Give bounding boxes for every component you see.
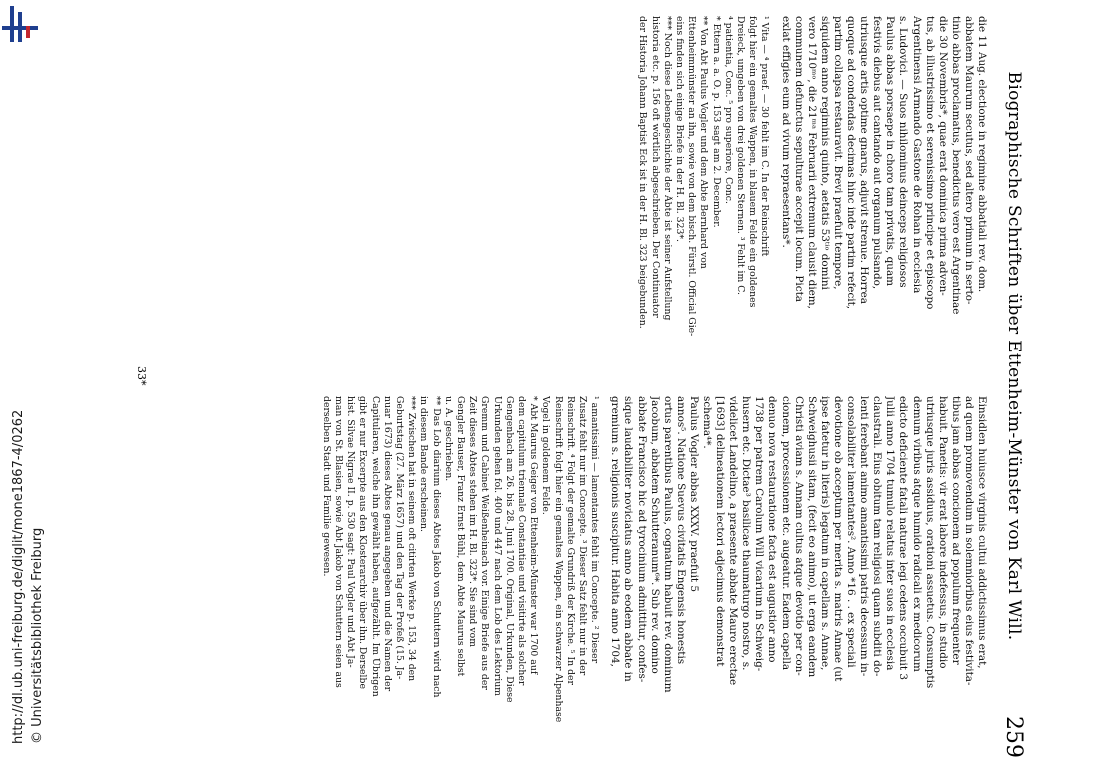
text-line: videlicet Landelino, a praesente abbate Mauro erectae <box>727 396 740 686</box>
footnote-line: dem capitulum triennale Constantiae und visitirte als solcher <box>516 396 528 686</box>
text-line: ipse fatetur in literis) legatum in capellam s. Annae, <box>818 396 831 671</box>
text-line: habuit. Panetis: vir erat labore indefessus, in studio <box>936 396 949 669</box>
footnote-line: * Abt Maurus Geiger von Ettenheim-Münster war 1700 auf <box>528 396 540 675</box>
text-line: gremium s. religionis suscipitur. Habita anno 1704, <box>609 396 622 667</box>
footnote-line: Urkunden gehen fol. 400 und 447 nach dem Lob des Lektorium <box>491 396 503 696</box>
footnote-line: ** Von Abt Paulus Vogler und dem Abte Bernhard von <box>698 16 710 269</box>
text-line: Paulus Vogler abbas XXXV. praefuit 5 <box>687 396 700 592</box>
text-line: cionem, processionem etc. augeatur. Eadem capella <box>779 396 792 671</box>
text-line: Argentinensi Armando Gastone de Rohan in ecclesia <box>910 16 923 294</box>
footnote-line: *** Zwischen hat in seinem oft citirten Werke p. 153, 34 den <box>406 396 418 682</box>
document-url[interactable]: http://dl.ub.uni-freiburg.de/diglit/mone1867-4/0262 <box>11 409 26 744</box>
text-line: exlat effigies eum ad vivum repraesentans*. <box>779 16 792 248</box>
footnote-line: Reinschrift. ⁴ Folgt der gemalte Grundriß der Kirche. ⁵ In der <box>564 396 576 685</box>
footnote-line: ⁴ patientia, Conc. ⁵ pro superiore, Conc. <box>722 16 734 204</box>
text-line: quoque ad condendas decimas hinc inde partim refecit, <box>845 16 858 310</box>
text-line: die 11 Aug. electione in regimine abbatiali rev. dom. <box>976 16 988 293</box>
text-line: claustrali. Eius obitum tam religiosi quam subditi do- <box>871 396 884 677</box>
footnote-line: Gengler Bauser, Franz Ernst Bühl, dem Abte Maurus selbst <box>455 396 467 677</box>
text-line: partim collapsa restauravit. Brevi praefuit tempore, <box>831 16 844 290</box>
text-line: Einsidlen huiusce virginis cultui addictissimus erat, <box>976 396 988 669</box>
text-line: communem defunctus sepulturae accepit locum. Picta <box>792 16 805 302</box>
footnote-line: nuar 1673) dieses Abtes genau angegeben und die Namen der <box>381 396 393 692</box>
footnote-line: ¹ Vita — ⁴ praef. — 30 fehlt im C. In der Reinschrift <box>759 16 771 257</box>
text-line: tinio abbas proclamatus, benedictus vero est Argentinae <box>949 16 962 315</box>
text-line: denuo nova restauratione facta est augustior anno <box>766 396 779 663</box>
footnote-line: ** Das Lob diarium dieses Abtes Jakob von Schuttern wird nach <box>430 396 442 698</box>
text-line: die 30 Novembris*, quae erat dominica prima adven- <box>936 16 949 296</box>
text-line: s. Ludovici. — Suos nihilominus deinceps religiosos <box>897 16 910 288</box>
text-line: utriusque artis optime gnarus, adjuvit strenue. Horrea <box>858 16 871 304</box>
footnote-line: * Ettern a. a. O. p. 153 sagt am 2. December. <box>710 16 722 228</box>
footnote-line: Zeit dieses Abtes stehen im H. Bl. 323*. Sie sind vom <box>467 396 479 648</box>
text-line: ad quem promovendum in solemnioribus eius festivita- <box>962 396 975 686</box>
text-line: lenti ferebant animo amantissimi patris decessum in- <box>858 396 871 677</box>
footnote-line: derselben Stadt und Familie gewesen. <box>320 396 332 577</box>
footnote-line: Vogel in goldenem Felde. <box>540 396 552 515</box>
text-line: utriusque juris assiduus, orationi assuetus. Consumptis <box>923 396 936 689</box>
text-line: demum viribus atque humido radicali ex medicorum <box>910 396 923 672</box>
rotated-page-content <box>118 6 1028 766</box>
footnote-line: Gremm und Cabinet Weißenheinach vor. Einige Briefe aus der <box>479 396 491 690</box>
footnote-line: *** Noch diese Lebensgeschichte der Äbte ist seiner Aufstellung <box>661 16 673 321</box>
text-line: tus, ab illustrissimo et serenissimo principe et episcopo <box>923 16 936 310</box>
text-line: Jacobum, abbatem Schutteranum⁶*. Sub rev. domino <box>648 396 661 674</box>
text-line: siquidem anno regiminis quinto, aetatis 53ᵗⁱᵒ domini <box>818 16 831 290</box>
footnote-line: man von St. Blasien, sowie Abt Jakob von Schuttern seien aus <box>333 396 345 688</box>
text-line: sique laudabiliter noviciatus anno ab eodem abbate in <box>622 396 635 682</box>
text-line: Christi aviam s. Annam cultus atque devotio per con- <box>792 396 805 676</box>
text-line: husern etc. Dictae³ basilicae thaumaturgo nostro, s. <box>740 396 753 671</box>
text-line: ortus parentibus Paulus, cognatum habuit rev. dominum <box>661 396 674 693</box>
footnote-line: u. A. geschrieben. <box>442 396 454 482</box>
text-line: tibus jam abbas concionem ad populum frequenter <box>949 396 962 665</box>
footnote-line: der Historia Johann Baptist Eck ist in der H. Bl. 323 beigebunden. <box>637 16 649 329</box>
running-title: Biographische Schriften über Ettenheim-Münster von Karl Will. <box>1004 71 1024 641</box>
column-right <box>188 396 988 751</box>
footnote-line: ¹ amantissimi — lamentantes fehlt im Concepte. ² Dieser <box>589 396 601 664</box>
text-line: annos⁵. Natione Suevus civitatis Engensis honestis <box>674 396 687 665</box>
footnote-line: Gengenbach am 26. bis 28. Juni 1700. Original, Urkunden, Diese <box>503 396 515 703</box>
university-logo-icon <box>0 0 40 44</box>
footnote-line: Ettenheimmünster an ihn, sowie von dem bisch. Fürstl. Official Gie- <box>686 16 698 337</box>
text-line: Schweighusii sitam, (fecit eo animo), ut erga eandem <box>805 396 818 678</box>
text-line: consolabiliter lamentantes². Anno *16 . . ex speciali <box>845 396 858 668</box>
signature-mark: 33* <box>135 366 148 386</box>
footnote-line: folgt hier ein gemaltes Wappen, in blauem Felde ein goldenes <box>747 16 759 308</box>
text-line: 1738 per patrem Carolum Will vicarium in Schweig- <box>753 396 766 672</box>
page-header <box>998 6 1028 766</box>
footnote-line: Dreieck, umgeben von drei goldenen Sternen. ³ Fehlt im C. <box>735 16 747 296</box>
text-line: vero 1710ᵐᵒ, die 21ᵐᵃ Februarii extremum clausit diem, <box>805 16 818 309</box>
text-line: schema⁴*. <box>701 396 714 449</box>
footnote-line: Zusatz fehlt nur im Concepte. ³ Dieser Satz fehlt nur in der <box>577 396 589 676</box>
footnote-line: Capitularen, welche ihn gewählt haben, aufgezählt. Im Übrigen <box>369 396 381 697</box>
text-line: Julii anno 1704 tumulo relatus inter suos in ecclesia <box>884 396 897 671</box>
text-line: devotione ob acceptum per merita s. matris Annae (ut <box>831 396 844 682</box>
text-line: edicto deficiente fatali naturae legi cedens occubuit 3 <box>897 396 910 680</box>
footnote-line: eins finden sich einige Briefe in der H. Bl. 323*. <box>674 16 686 243</box>
text-line: abbatem Maurum secutus, sed altero primum in serto- <box>962 16 975 305</box>
copyright-notice: © Universitätsbibliothek Freiburg <box>30 527 45 744</box>
page-number: 259 <box>1001 716 1026 758</box>
text-line: [1693] delineationem lectori adjecimus demonstrat <box>714 396 727 667</box>
column-left <box>188 16 988 371</box>
text-line: abbate Francisco hic ad tyrocinium admittitur, confes- <box>635 396 648 683</box>
text-line: festivis diebus aut cantando aut organum pulsando, <box>871 16 884 290</box>
footnote-line: historia etc. p. 156 oft wörtlich abgeschrieben. Der Continuator <box>649 16 661 318</box>
footnote-line: Reinschrift folgt hier ein gemaltes Wappen, ein schwarzer Alpenhase <box>552 396 564 723</box>
footnote-line: Geburtstag (27. März 1657) und den Tag der Profeß (15. Ja- <box>394 396 406 680</box>
footnote-line: hist. Silvae Nigrae II. p. 530 sagt: Paul Vogler und Abt Ja- <box>345 396 357 668</box>
text-line: Paulus abbas porsaepe in choro tam privatis, quam <box>884 16 897 287</box>
footnote-line: in diesem Bande erscheinen. <box>418 396 430 532</box>
footnote-line: gibt er nur Excerpte aus den Klosterarchiv über ihn. Derselbe <box>357 396 369 689</box>
